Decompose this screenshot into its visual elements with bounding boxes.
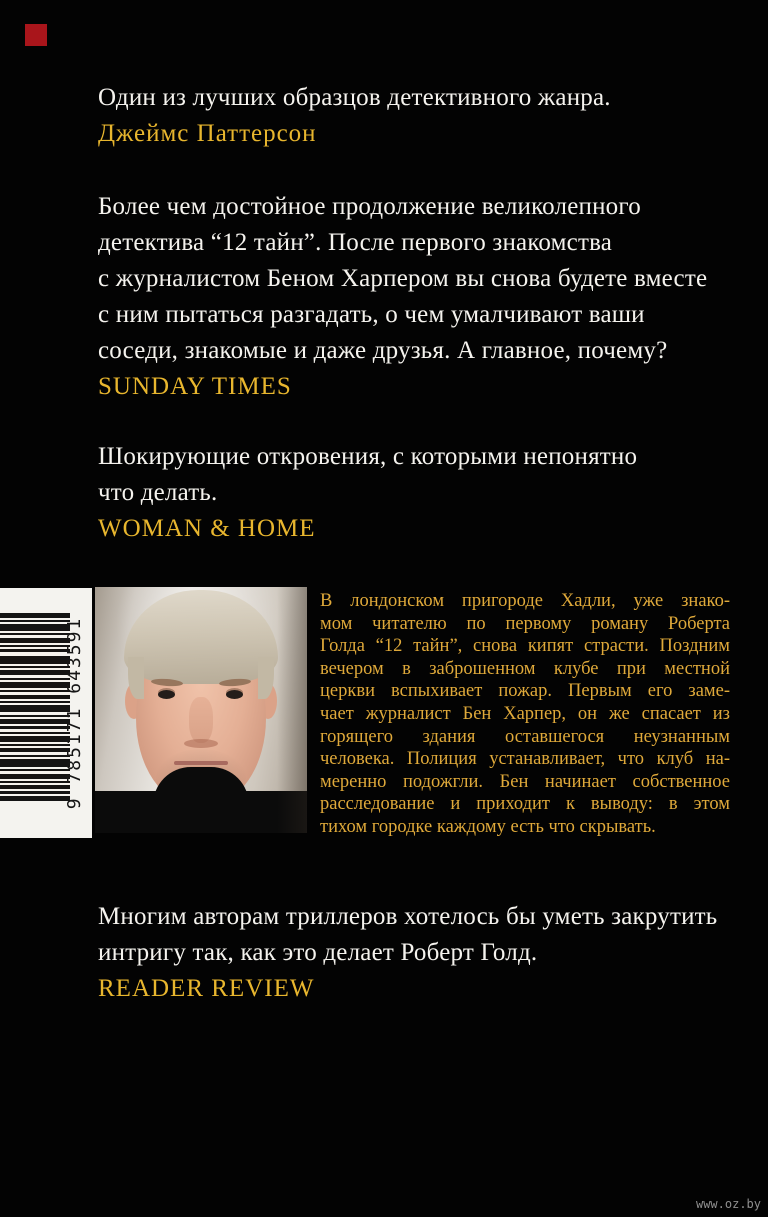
photo-hair-temple — [128, 657, 144, 699]
text-line: с ним пытаться разгадать, о чем умалчивают ваши — [98, 301, 645, 328]
quote-attribution: SUNDAY TIMES — [98, 373, 292, 400]
quote-text — [98, 439, 742, 511]
quote-sunday-times — [98, 189, 742, 405]
text-line: соседи, знакомые и даже друзья. А главное, почему? — [98, 337, 668, 364]
text-line: с журналистом Беном Харпером вы снова будете вместе — [98, 265, 708, 292]
text-line: Один из лучших образцов детективного жанра. — [98, 84, 611, 111]
book-synopsis — [320, 590, 730, 839]
text-line: что делать. — [98, 479, 218, 506]
photo-mouth — [174, 761, 228, 765]
quote-reader-review — [98, 899, 742, 1007]
isbn-barcode — [0, 588, 92, 838]
quote-text — [98, 80, 742, 116]
text-line: Шокирующие откровения, с которыми непонятно — [98, 443, 638, 470]
text-line: мом читателю по первому роману Роберта — [320, 613, 730, 634]
text-line: меренно подожгли. Бен начинает собственное — [320, 771, 730, 792]
photo-eye — [158, 690, 175, 699]
text-line: горящего здания оставшегося неузнанным — [320, 726, 730, 747]
text-line: В лондонском пригороде Хадли, уже знако- — [320, 591, 730, 611]
photo-nose — [189, 697, 213, 743]
quote-attribution: WOMAN & HOME — [98, 515, 316, 542]
text-line: Многим авторам триллеров хотелось бы уметь закрутить — [98, 903, 718, 930]
text-line: Более чем достойное продолжение великолепного — [98, 193, 641, 220]
isbn-number: 9 785171 643591 — [64, 616, 85, 810]
text-line: церкви вспыхивает пожар. Первым его заме- — [320, 681, 730, 702]
quote-attribution: Джеймс Паттерсон — [98, 120, 317, 147]
text-line: расследование и приходит к выводу: в этом — [320, 794, 730, 815]
quote-text — [98, 189, 742, 369]
text-line: вечером в заброшенном клубе при местной — [320, 658, 730, 679]
photo-nostril-shadow — [184, 739, 218, 748]
quote-attribution: READER REVIEW — [98, 975, 315, 1002]
photo-edge-shadow — [277, 587, 307, 833]
quote-woman-and-home — [98, 439, 742, 547]
text-line: тихом городке каждому есть что скрывать. — [320, 816, 656, 837]
oz-by-watermark: www.oz.by — [695, 1197, 761, 1211]
photo-turtleneck — [95, 791, 307, 833]
photo-eye — [226, 690, 243, 699]
text-line: Голда “12 тайн”, снова кипят страсти. Поздним — [320, 636, 730, 657]
text-line: интригу так, как это делает Роберт Голд. — [98, 939, 538, 966]
red-corner-mark — [25, 24, 47, 46]
author-photo — [95, 587, 307, 833]
text-line: детектива “12 тайн”. После первого знакомства — [98, 229, 613, 256]
quote-james-patterson — [98, 80, 742, 152]
text-line: чает журналист Бен Харпер, он же спасает из — [320, 703, 730, 724]
quote-text — [98, 899, 742, 971]
text-line: человека. Полиция устанавливает, что клуб на- — [320, 749, 730, 770]
